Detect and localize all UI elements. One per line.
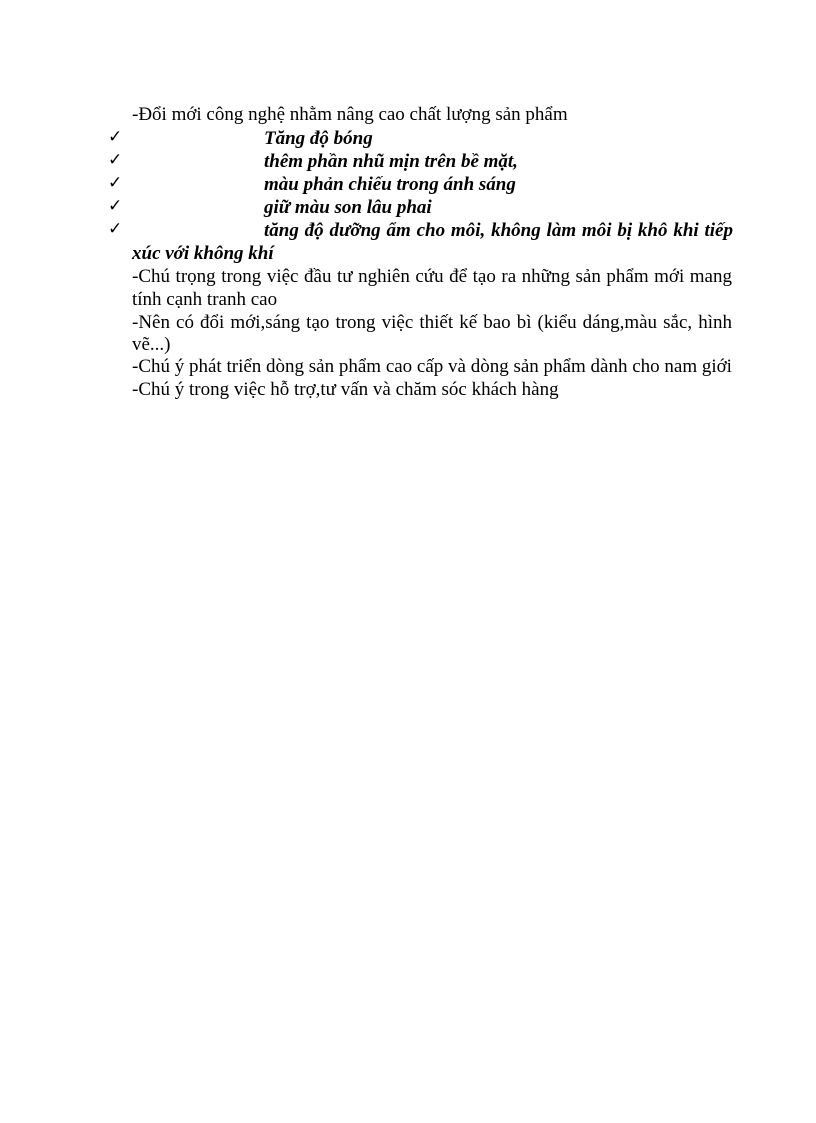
checklist-item: màu phản chiếu trong ánh sáng (264, 174, 516, 195)
paragraph-line: -Chú trọng trong việc đầu tư nghiên cứu để tạo ra những sản phẩm mới mang (132, 266, 732, 287)
paragraph-line: tính cạnh tranh cao (132, 289, 278, 310)
checkmark-icon: ✓ (108, 127, 123, 147)
checklist-item-continuation: xúc với không khí (132, 243, 274, 264)
paragraph-line: vẽ...) (132, 334, 171, 355)
checkmark-icon: ✓ (108, 150, 123, 170)
checkmark-icon: ✓ (108, 219, 123, 239)
checkmark-icon: ✓ (108, 173, 123, 193)
intro-line: -Đổi mới công nghệ nhằm nâng cao chất lượng sản phẩm (132, 104, 568, 125)
checklist-item: tăng độ dưỡng ẩm cho môi, không làm môi bị khô khi tiếp (264, 220, 733, 241)
paragraph-line: -Chú ý phát triển dòng sản phẩm cao cấp và dòng sản phẩm dành cho nam giới (132, 356, 732, 377)
checklist-item: Tăng độ bóng (264, 128, 373, 149)
checkmark-icon: ✓ (108, 196, 123, 216)
checklist-item: giữ màu son lâu phai (264, 197, 432, 218)
checklist-item: thêm phần nhũ mịn trên bề mặt, (264, 151, 518, 172)
paragraph-line: -Chú ý trong việc hỗ trợ,tư vấn và chăm sóc khách hàng (132, 379, 559, 400)
paragraph-line: -Nên có đổi mới,sáng tạo trong việc thiết kế bao bì (kiểu dáng,màu sắc, hình (132, 312, 732, 333)
